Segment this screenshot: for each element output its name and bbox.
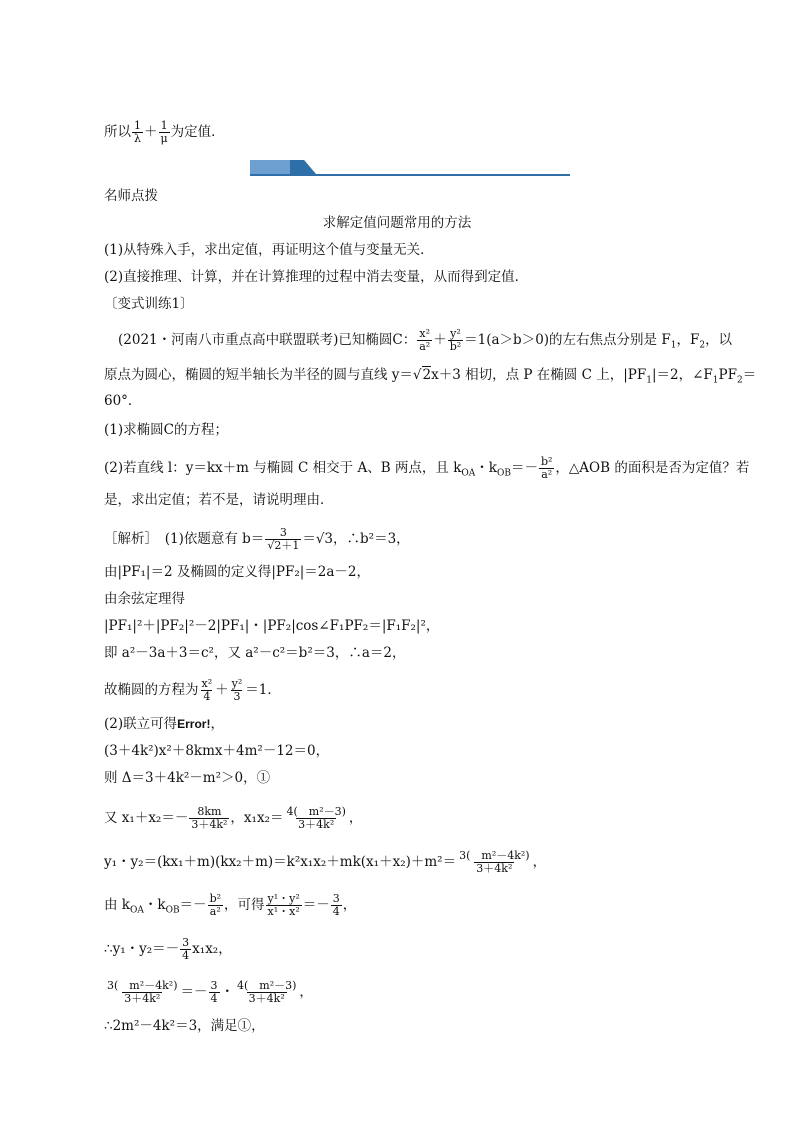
fraction-3-4-c (209, 980, 220, 1005)
num: b² (540, 455, 553, 468)
text: ，以 (705, 332, 733, 348)
fraction-3-sqrt2p1 (265, 527, 301, 552)
text: √3 (315, 531, 334, 547)
solution-line-9: 则 Δ＝3＋4k²－m²＞0，① (104, 770, 271, 786)
den: a² (541, 468, 553, 481)
num: x² (419, 327, 431, 340)
solution-line-7 (104, 714, 224, 734)
text: ・k (475, 460, 497, 476)
fraction-3-4-b (180, 937, 191, 962)
num: x² (201, 677, 213, 690)
problem-line-2 (104, 365, 756, 385)
den: 4 (203, 690, 211, 703)
sub: OB (496, 468, 511, 479)
text: ，△AOB 的面积是否为定值？若 (555, 460, 750, 476)
num: 3 (332, 892, 340, 905)
solution-line-1 (104, 527, 410, 552)
fraction-y2-3 (230, 678, 245, 703)
solution-line-10 (104, 806, 362, 831)
text: ＝－ (510, 460, 538, 476)
text: ， (342, 897, 357, 913)
text: x＋3 相切，点 P 在椭圆 C 上，|PF (431, 367, 647, 383)
sub: 1 (712, 375, 719, 386)
text: ＝ (742, 367, 757, 383)
den: x¹・x² (267, 905, 300, 918)
den: a² (209, 905, 221, 918)
solution-line-11 (104, 850, 546, 875)
text: 又 x₁＋x₂＝－ (104, 810, 189, 826)
text: ・k (143, 897, 166, 913)
den: √2＋1 (267, 539, 300, 552)
problem-line-1 (118, 328, 732, 353)
question-2-cont: 是，求出定值；若不是，请说明理由． (104, 492, 334, 508)
den: 3＋4k² (476, 862, 513, 875)
text: (2021・河南八市重点高中联盟联考)已知椭圆C： (118, 332, 417, 348)
sub: OB (165, 905, 180, 916)
problem-line-3: 60°． (104, 393, 142, 409)
variant-title: 〔变式训练1〕 (104, 296, 194, 312)
conclusion-line (104, 120, 225, 145)
num: 1 (160, 119, 168, 132)
fraction-4m3 (284, 806, 347, 831)
den: λ (134, 132, 141, 145)
solution-line-5: 即 a²－3a＋3＝c²，又 a²－c²＝b²＝3，∴a＝2， (104, 645, 406, 661)
text: 由 k (104, 897, 130, 913)
num: 8km (197, 805, 222, 818)
fraction-1-mu (159, 120, 170, 145)
text: ＋ (215, 682, 229, 698)
text: ＝1(a＞b＞0)的左右焦点分别是 F (464, 332, 671, 348)
num: b² (209, 892, 222, 905)
fraction-yy-xx (266, 893, 302, 918)
radicand: 2 (422, 367, 432, 383)
sub: OA (461, 468, 476, 479)
den: 3＋4k² (248, 992, 285, 1005)
sub: 2 (699, 340, 706, 351)
text: ，可得 (224, 897, 265, 913)
text: ，∴b²＝3， (333, 531, 410, 547)
solution-line-12 (104, 893, 356, 918)
num: y¹・y² (267, 892, 300, 905)
text: |＝2，∠F (651, 367, 713, 383)
den: 3 (233, 690, 241, 703)
method-2: (2)直接推理、计算，并在计算推理的过程中消去变量，从而得到定值． (104, 269, 529, 285)
question-2 (104, 456, 749, 481)
text: ，F (676, 332, 700, 348)
num: 3 (182, 936, 190, 949)
fraction-8km (189, 806, 229, 831)
text: x₁x₂， (192, 941, 232, 957)
text: ＝ (302, 531, 316, 547)
text: ＋ (144, 124, 158, 140)
text: 为定值． (170, 124, 225, 140)
solution-line-15: ∴2m²－4k²＝3，满足①， (104, 1018, 265, 1034)
text: ，x₁x₂＝ (230, 810, 284, 826)
fraction-b2-a2 (539, 456, 554, 481)
banner-bar (250, 174, 570, 176)
den: 3＋4k² (124, 992, 161, 1005)
section-banner (250, 160, 570, 176)
text: 故椭圆的方程为 (104, 682, 199, 698)
text: ・ (220, 984, 234, 1000)
method-title: 求解定值问题常用的方法 (322, 215, 472, 231)
sub: 1 (670, 340, 677, 351)
text: y₁・y₂＝(kx₁＋m)(kx₂＋m)＝k²x₁x₂＋mk(x₁＋x₂)＋m²＝ (104, 854, 457, 870)
num: 4( m²－3) (286, 805, 346, 818)
sqrt-sign: √ (412, 367, 422, 383)
solution-line-2: 由|PF₁|＝2 及椭圆的定义得|PF₂|＝2a－2， (104, 564, 371, 580)
sub: 2 (736, 375, 743, 386)
text: PF (718, 367, 737, 383)
solution-line-14 (104, 980, 313, 1005)
tip-title: 名师点拨 (104, 188, 158, 204)
text: ＝－ (179, 897, 207, 913)
den: 4 (182, 949, 190, 962)
text: ∴y₁・y₂＝－ (104, 941, 180, 957)
text: ＝1． (245, 682, 281, 698)
den: 3＋4k² (298, 818, 335, 831)
text: ， (210, 716, 224, 732)
text: ＝－ (302, 897, 330, 913)
question-1: (1)求椭圆C的方程； (104, 422, 228, 438)
solution-line-6 (104, 678, 281, 703)
text: ＋ (433, 332, 447, 348)
fraction-3m4k2 (457, 850, 532, 875)
num: 3 (210, 979, 218, 992)
text: 原点为圆心，椭圆的短半轴长为半径的圆与直线 y＝ (104, 367, 413, 383)
fraction-x2-a2 (417, 328, 432, 353)
num: y² (450, 327, 461, 340)
text: ， (348, 810, 363, 826)
sub: OA (129, 905, 144, 916)
fraction-1-lambda (132, 120, 143, 145)
num: 4( m²－3) (237, 979, 297, 992)
num: y² (231, 677, 243, 690)
num: 3 (279, 526, 287, 539)
text: (2)联立可得 (104, 716, 178, 732)
den: μ (160, 132, 168, 145)
den: b² (449, 340, 462, 353)
fraction-x2-4 (200, 678, 215, 703)
text: (2)若直线 l：y＝kx＋m 与椭圆 C 相交于 A、B 两点，且 k (104, 460, 462, 476)
method-1: (1)从特殊入手，求出定值，再证明这个值与变量无关． (104, 242, 434, 258)
den: 4 (332, 905, 340, 918)
banner-tab-light (250, 160, 290, 174)
fraction-b2-a2-2 (208, 893, 223, 918)
sub: 1 (646, 375, 652, 386)
text: ， (299, 984, 313, 1000)
num: 1 (134, 119, 141, 132)
solution-line-3: 由余弦定理得 (104, 591, 185, 607)
fraction-y2-b2 (448, 328, 463, 353)
fraction-3-4 (331, 893, 342, 918)
num: 3( m²－4k²) (459, 849, 530, 862)
den: 4 (210, 992, 218, 1005)
error-text: Error! (177, 717, 211, 731)
num: 3( m²－4k²) (107, 979, 178, 992)
text: ＝－ (180, 984, 208, 1000)
solution-line-8: (3＋4k²)x²＋8kmx＋4m²－12＝0， (104, 743, 330, 759)
fraction-4m3-b (235, 980, 298, 1005)
fraction-3m4k2-b (105, 980, 180, 1005)
den: 3＋4k² (191, 818, 228, 831)
den: a² (419, 340, 431, 353)
text: 所以 (104, 124, 131, 140)
text: ［解析］ (1)依题意有 b＝ (104, 531, 265, 547)
solution-line-13 (104, 937, 232, 962)
solution-line-4: |PF₁|²＋|PF₂|²－2|PF₁|・|PF₂|cos∠F₁PF₂＝|F₁F₂|²， (104, 618, 440, 634)
text: ， (532, 854, 547, 870)
